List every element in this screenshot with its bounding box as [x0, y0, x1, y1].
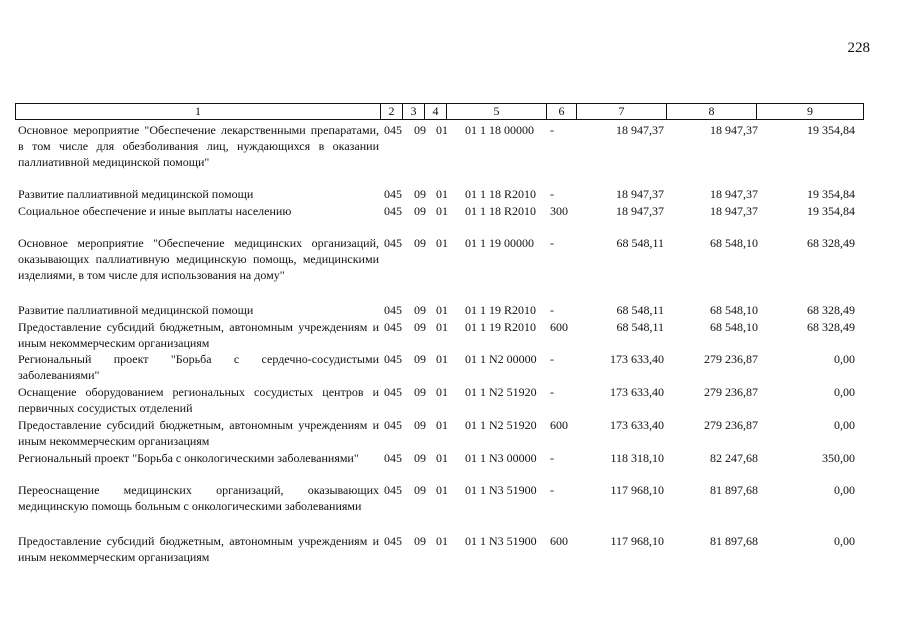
row-col-9: 68 328,49 [807, 236, 855, 250]
row-col-9: 0,00 [834, 352, 855, 366]
row-col-4: 01 [436, 483, 448, 497]
row-col-4: 01 [436, 320, 448, 334]
row-col-4: 01 [436, 236, 448, 250]
row-col-4: 01 [436, 187, 448, 201]
row-col-4: 01 [436, 385, 448, 399]
row-col-7: 117 968,10 [610, 534, 664, 548]
row-col-6: - [550, 352, 554, 366]
row-col-8: 18 947,37 [710, 123, 758, 137]
row-col-2: 045 [384, 320, 402, 334]
table-header [15, 103, 864, 120]
row-col-6: - [550, 303, 554, 317]
row-col-6: 600 [550, 534, 568, 548]
row-col-4: 01 [436, 418, 448, 432]
row-col-5: 01 1 18 R2010 [465, 204, 537, 218]
row-col-8: 18 947,37 [710, 187, 758, 201]
header-col-2: 2 [381, 104, 403, 119]
row-col-9: 68 328,49 [807, 303, 855, 317]
header-col-8: 8 [667, 104, 757, 119]
row-col-3: 09 [414, 385, 426, 399]
row-col-7: 117 968,10 [610, 483, 664, 497]
row-col-5: 01 1 19 R2010 [465, 320, 537, 334]
row-name: Предоставление субсидий бюджетным, автономным учреждениям и иным некоммерческим организациям [18, 418, 379, 448]
row-col-7: 18 947,37 [616, 123, 664, 137]
row-col-7: 118 318,10 [610, 451, 664, 465]
row-col-5: 01 1 N2 51920 [465, 418, 537, 432]
row-col-9: 0,00 [834, 418, 855, 432]
row-col-8: 68 548,10 [710, 236, 758, 250]
row-col-2: 045 [384, 451, 402, 465]
row-col-5: 01 1 19 00000 [465, 236, 534, 250]
row-name: Оснащение оборудованием региональных сосудистых центров и первичных сосудистых отделений [18, 385, 379, 415]
row-col-9: 19 354,84 [807, 123, 855, 137]
row-col-2: 045 [384, 303, 402, 317]
row-col-8: 279 236,87 [704, 418, 758, 432]
row-col-6: - [550, 236, 554, 250]
row-name: Социальное обеспечение и иные выплаты населению [18, 204, 292, 218]
row-col-2: 045 [384, 187, 402, 201]
row-col-3: 09 [414, 204, 426, 218]
row-col-6: - [550, 187, 554, 201]
row-col-9: 350,00 [822, 451, 855, 465]
row-col-9: 19 354,84 [807, 187, 855, 201]
row-col-7: 18 947,37 [616, 187, 664, 201]
row-col-2: 045 [384, 123, 402, 137]
row-col-2: 045 [384, 352, 402, 366]
row-col-6: 600 [550, 320, 568, 334]
row-col-6: 300 [550, 204, 568, 218]
row-col-9: 0,00 [834, 534, 855, 548]
row-col-3: 09 [414, 187, 426, 201]
row-col-9: 0,00 [834, 385, 855, 399]
row-col-4: 01 [436, 204, 448, 218]
row-name: Основное мероприятие "Обеспечение медицинских организаций, оказывающих паллиативную медицинскую помощь, медицинскими изделиями, в том числе для использования на дому" [18, 236, 379, 282]
row-col-3: 09 [414, 320, 426, 334]
row-name: Переоснащение медицинских организаций, оказывающих медицинскую помощь больным с онкологическими заболеваниями [18, 483, 379, 513]
row-col-5: 01 1 18 00000 [465, 123, 534, 137]
row-col-8: 81 897,68 [710, 483, 758, 497]
row-name: Региональный проект "Борьба с онкологическими заболеваниями" [18, 451, 359, 465]
header-col-9: 9 [807, 104, 813, 118]
row-col-5: 01 1 N2 00000 [465, 352, 537, 366]
row-col-7: 173 633,40 [610, 352, 664, 366]
row-col-5: 01 1 N3 00000 [465, 451, 537, 465]
row-col-8: 82 247,68 [710, 451, 758, 465]
row-col-2: 045 [384, 534, 402, 548]
header-col-5: 5 [447, 104, 547, 119]
row-col-3: 09 [414, 451, 426, 465]
row-name: Предоставление субсидий бюджетным, автономным учреждениям и иным некоммерческим организациям [18, 534, 379, 564]
row-col-7: 18 947,37 [616, 204, 664, 218]
row-col-3: 09 [414, 483, 426, 497]
row-col-7: 173 633,40 [610, 385, 664, 399]
row-col-6: - [550, 385, 554, 399]
row-name: Предоставление субсидий бюджетным, автономным учреждениям и иным некоммерческим организациям [18, 320, 379, 350]
row-col-4: 01 [436, 534, 448, 548]
row-col-5: 01 1 N2 51920 [465, 385, 537, 399]
header-col-3: 3 [403, 104, 425, 119]
row-col-2: 045 [384, 483, 402, 497]
row-col-4: 01 [436, 123, 448, 137]
row-col-5: 01 1 N3 51900 [465, 483, 537, 497]
row-col-7: 173 633,40 [610, 418, 664, 432]
row-col-3: 09 [414, 418, 426, 432]
row-col-5: 01 1 18 R2010 [465, 187, 537, 201]
header-col-6: 6 [547, 104, 577, 119]
row-col-3: 09 [414, 534, 426, 548]
row-col-6: - [550, 123, 554, 137]
row-col-2: 045 [384, 236, 402, 250]
row-col-4: 01 [436, 303, 448, 317]
row-col-9: 19 354,84 [807, 204, 855, 218]
row-col-7: 68 548,11 [616, 320, 664, 334]
row-col-5: 01 1 N3 51900 [465, 534, 537, 548]
row-col-8: 68 548,10 [710, 320, 758, 334]
row-col-6: - [550, 451, 554, 465]
row-col-4: 01 [436, 352, 448, 366]
row-name: Региональный проект "Борьба с сердечно-сосудистыми заболеваниями" [18, 352, 379, 382]
row-col-3: 09 [414, 236, 426, 250]
page-number: 228 [847, 40, 870, 56]
row-name: Развитие паллиативной медицинской помощи [18, 303, 254, 317]
row-col-3: 09 [414, 123, 426, 137]
row-col-3: 09 [414, 303, 426, 317]
row-col-8: 279 236,87 [704, 352, 758, 366]
row-col-2: 045 [384, 204, 402, 218]
row-col-7: 68 548,11 [616, 303, 664, 317]
row-col-8: 279 236,87 [704, 385, 758, 399]
row-col-7: 68 548,11 [616, 236, 664, 250]
header-col-7: 7 [577, 104, 667, 119]
row-col-9: 68 328,49 [807, 320, 855, 334]
row-col-8: 68 548,10 [710, 303, 758, 317]
row-col-8: 18 947,37 [710, 204, 758, 218]
row-col-2: 045 [384, 385, 402, 399]
row-col-6: - [550, 483, 554, 497]
row-col-5: 01 1 19 R2010 [465, 303, 537, 317]
row-col-3: 09 [414, 352, 426, 366]
row-name: Основное мероприятие "Обеспечение лекарственными препаратами, в том числе для обезболивания лиц, нуждающихся в оказании паллиативной медицинской помощи" [18, 123, 379, 169]
header-col-1: 1 [16, 104, 381, 119]
header-col-4: 4 [425, 104, 447, 119]
row-name: Развитие паллиативной медицинской помощи [18, 187, 254, 201]
row-col-4: 01 [436, 451, 448, 465]
row-col-9: 0,00 [834, 483, 855, 497]
row-col-2: 045 [384, 418, 402, 432]
row-col-8: 81 897,68 [710, 534, 758, 548]
row-col-6: 600 [550, 418, 568, 432]
